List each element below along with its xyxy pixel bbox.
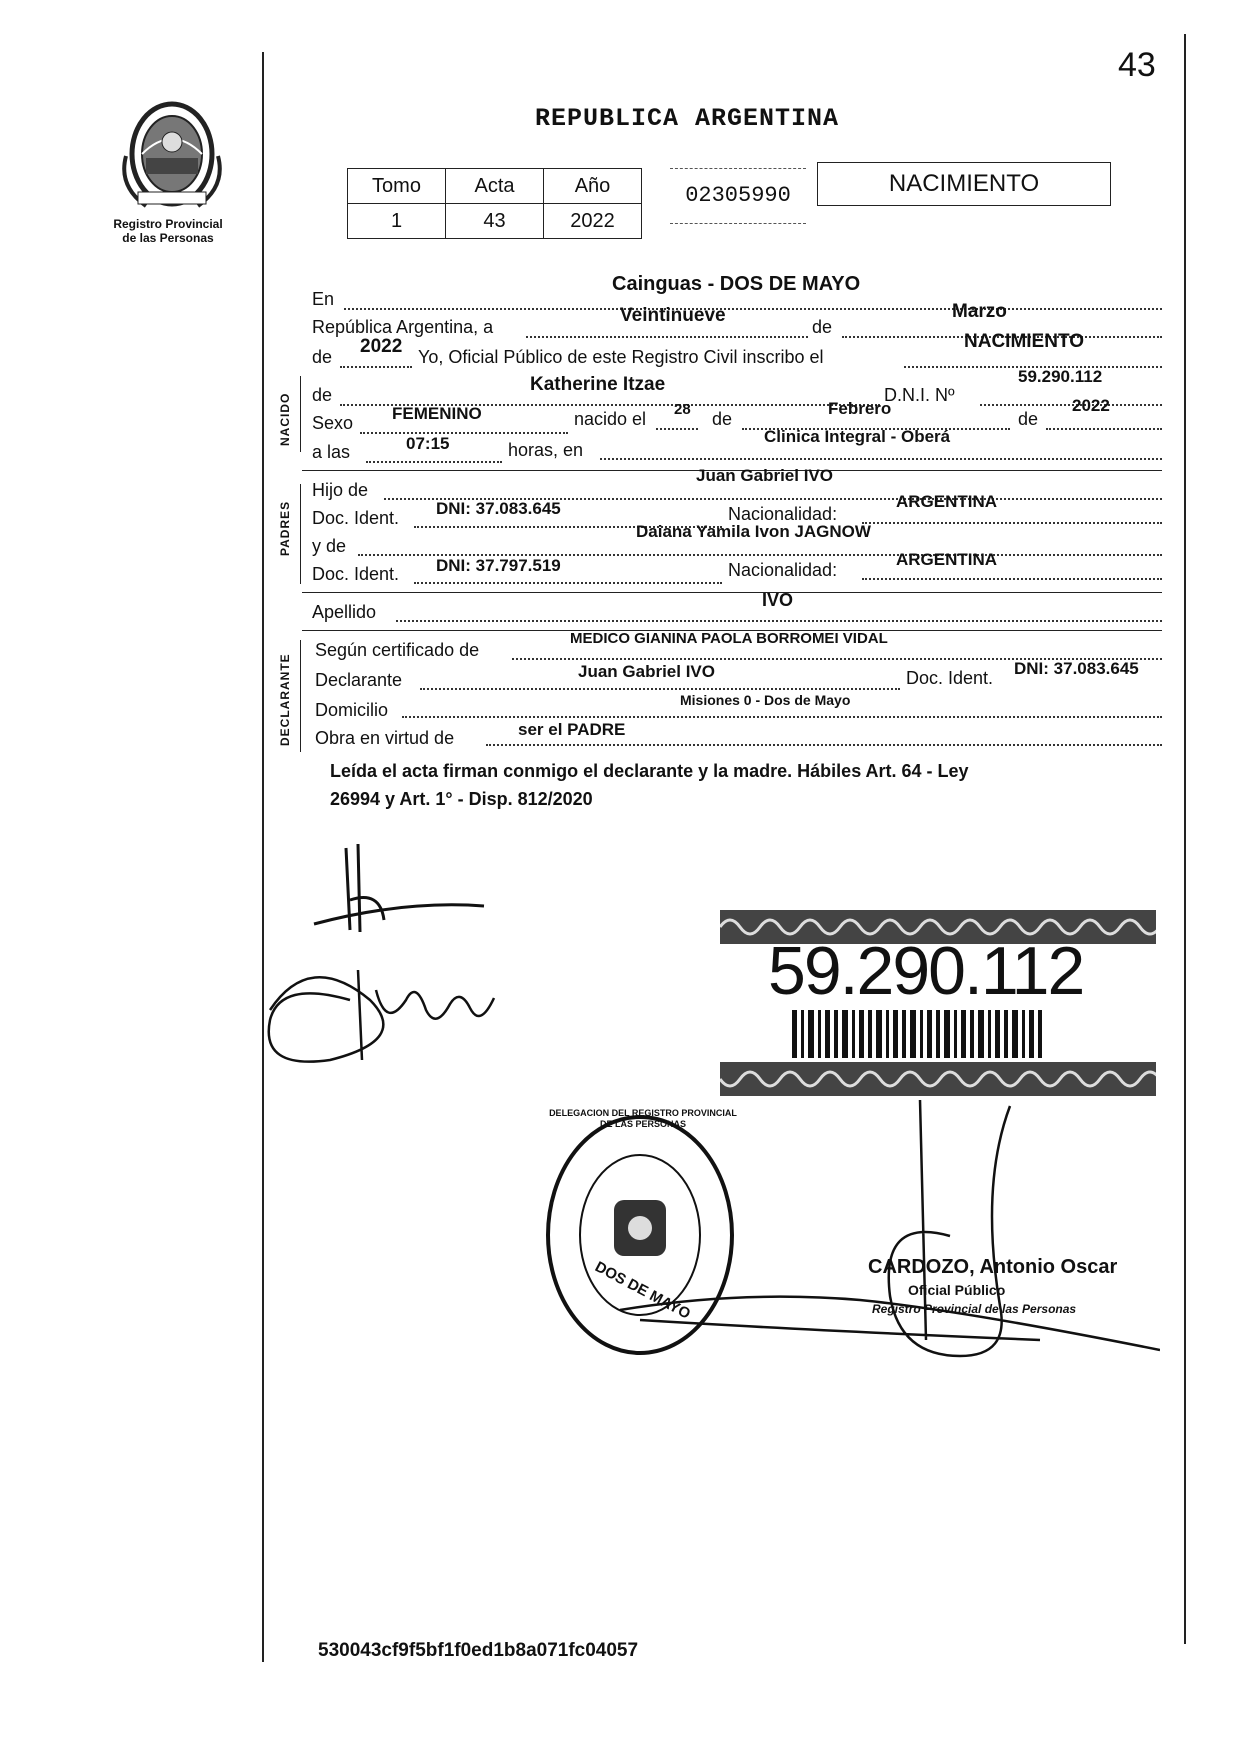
dotted-line [656,428,698,430]
place-value: Cainguas - DOS DE MAYO [612,273,861,295]
declarante-value: Juan Gabriel IVO [578,662,715,681]
registry-value-anio: 2022 [544,204,642,239]
mother-nationality-value: ARGENTINA [896,550,998,569]
birth-place-value: Clinica Integral - Oberá [764,427,951,446]
certificado-label: Según certificado de [315,640,480,660]
birth-month-value: Febrero [828,399,892,418]
province-seal [116,96,228,216]
father-nationality-value: ARGENTINA [896,492,998,511]
section-bar-nacido [300,376,301,452]
mother-signature [258,950,508,1080]
domicilio-value: Misiones 0 - Dos de Mayo [680,692,851,708]
birth-year-value: 2022 [1072,396,1110,415]
dotted-line [862,522,1162,524]
child-dni-value: 59.290.112 [1018,367,1103,386]
section-bar-declarante [300,640,301,752]
dotted-line [414,582,722,584]
dotted-line [600,458,1162,460]
father-name-value: Juan Gabriel IVO [696,466,833,485]
mother-name-value: Daiana Yamila Ivon JAGNOW [636,522,871,541]
registry-header-tomo: Tomo [348,169,446,204]
horas-label: horas, en [508,440,584,460]
declarant-signature [300,840,490,940]
section-label-nacido: NACIDO [278,392,292,446]
year-de-label: de [312,347,333,367]
obra-label: Obra en virtud de [315,728,455,748]
sexo-label: Sexo [312,413,354,433]
en-label: En [312,289,335,309]
dotted-line [1046,428,1162,430]
seal-caption [98,217,238,245]
country-title: REPUBLICA ARGENTINA [535,104,840,133]
registry-table [347,168,642,239]
page-number: 43 [1118,46,1156,84]
official-name: CARDOZO, Antonio Oscar [868,1256,1118,1278]
child-name-value: Katherine Itzae [530,374,666,395]
republica-label: República Argentina, a [312,317,494,337]
declarante-doc-label: Doc. Ident. [906,668,994,688]
de-label: de [812,317,833,337]
document-type-box: NACIMIENTO [817,162,1111,206]
stamp-ring-text: DELEGACION DEL REGISTRO PROVINCIAL DE LAS PERSONAS [549,1108,737,1129]
declarante-doc-value: DNI: 37.083.645 [1014,659,1139,678]
section-divider [302,592,1162,593]
closing-line-2: 26994 y Art. 1° - Disp. 812/2020 [330,789,593,809]
apellido-value: IVO [762,590,794,610]
y-de-label: y de [312,536,347,556]
dotted-line [360,432,568,434]
father-doc-value: DNI: 37.083.645 [436,499,561,518]
sticker-dni-number: 59.290.112 [768,933,1084,1009]
dotted-line [980,404,1162,406]
mother-doc-label: Doc. Ident. [312,564,400,584]
right-margin-line [1184,34,1186,1644]
seal-caption-line-1: Registro Provincial [113,217,223,231]
registry-value-acta: 43 [446,204,544,239]
certificado-value: MEDICO GIANINA PAOLA BORROMEI VIDAL [570,630,888,647]
registry-header-acta: Acta [446,169,544,204]
nacido-el-label: nacido el [574,409,647,429]
official-office: Registro Provincial de las Personas [872,1302,1077,1316]
inscribe-value: NACIMIENTO [964,331,1084,352]
registry-value-row [348,204,642,239]
father-doc-label: Doc. Ident. [312,508,400,528]
domicilio-label: Domicilio [315,700,389,720]
apellido-label: Apellido [312,602,377,622]
section-label-declarante: DECLARANTE [278,653,292,746]
inscribe-text: Yo, Oficial Público de este Registro Civil inscribo el [418,347,824,367]
mother-nationality-label: Nacionalidad: [728,560,838,580]
registry-header-anio: Año [544,169,642,204]
sticker-pattern-bottom [720,1062,1156,1096]
registry-header-row [348,169,642,204]
section-label-padres: PADRES [278,500,292,556]
birth-de-label: de [712,409,733,429]
birth-year-de-label: de [1018,409,1039,429]
barcode [792,1010,1052,1058]
dotted-line [526,336,808,338]
section-bar-padres [300,484,301,584]
document-hash: 530043cf9f5bf1f0ed1b8a071fc04057 [318,1640,639,1661]
dotted-line [486,744,1162,746]
left-margin-line [262,52,264,1662]
declarante-label: Declarante [315,670,403,690]
sexo-value: FEMENINO [392,404,482,423]
year-value: 2022 [360,336,403,357]
a-las-label: a las [312,442,351,462]
obra-value: ser el PADRE [518,720,626,739]
father-nationality-label: Nacionalidad: [728,504,838,524]
closing-line-1: Leída el acta firman conmigo el declarante y la madre. Hábiles Art. 64 - Ley [330,761,969,781]
dni-label: D.N.I. Nº [884,385,955,405]
stamp-center-text: DOS DE MAYO [592,1258,694,1323]
birth-time-value: 07:15 [406,434,450,453]
seal-caption-line-2: de las Personas [122,231,214,245]
birth-day-value: 28 [674,401,691,418]
mother-doc-value: DNI: 37.797.519 [436,556,561,575]
dotted-line [344,308,1162,310]
dotted-line [366,461,502,463]
dotted-line [420,688,900,690]
serial-number: 02305990 [670,168,806,224]
registry-value-tomo: 1 [348,204,446,239]
dotted-line [396,620,1162,622]
closing-statement [330,757,1160,813]
official-title: Oficial Público [908,1282,1006,1298]
nacido-de-label: de [312,385,333,405]
dotted-line [340,366,412,368]
hijo-de-label: Hijo de [312,480,369,500]
month-value: Marzo [952,301,1007,322]
dotted-line [402,716,1162,718]
day-value: Veintinueve [620,305,726,326]
dotted-line [862,578,1162,580]
